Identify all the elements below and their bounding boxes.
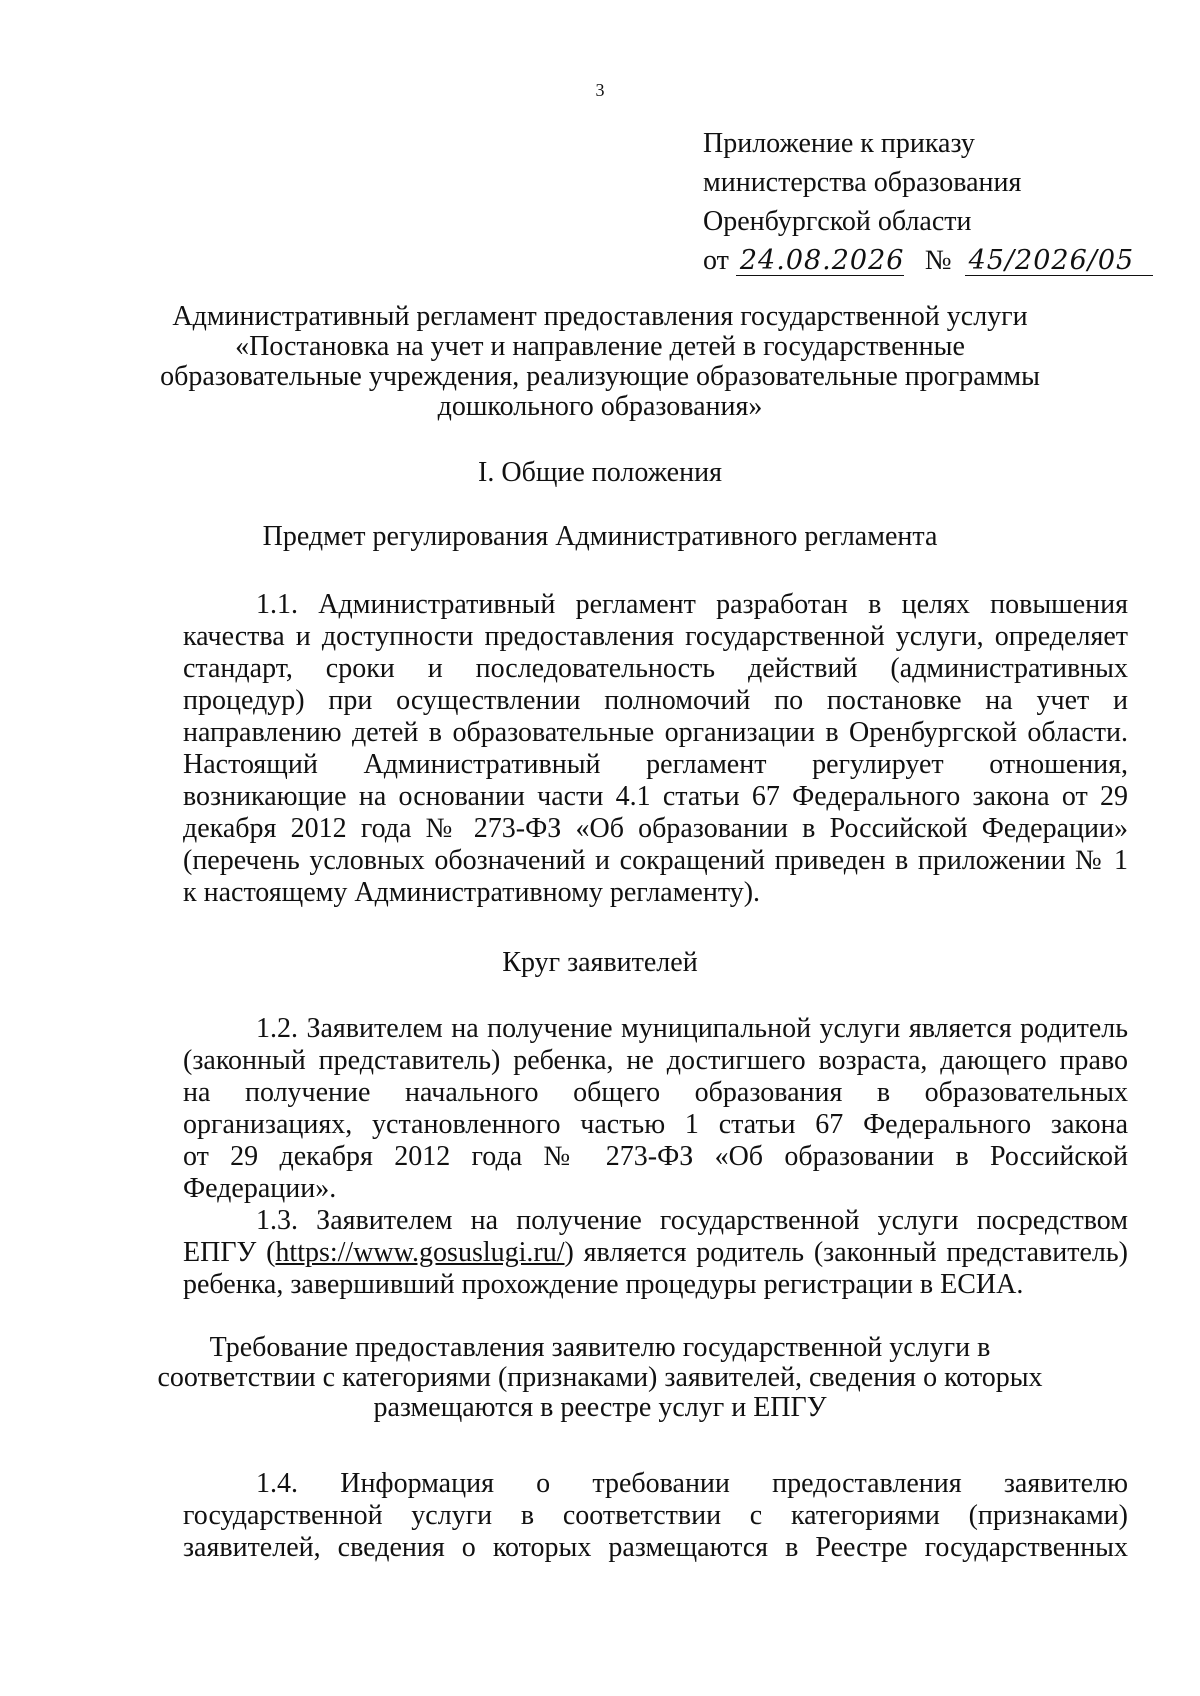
paragraph-line: от 29 декабря 2012 года № 273-ФЗ «Об образовании в Российской bbox=[183, 1141, 1128, 1172]
paragraph-line: 1.1. Административный регламент разработан в целях повышения bbox=[256, 589, 1128, 620]
paragraph-line: на получение начального общего образования в образовательных bbox=[183, 1077, 1128, 1108]
appendix-block bbox=[703, 124, 1153, 280]
title-line-4: дошкольного образования» bbox=[437, 391, 763, 422]
applicants-heading-text: Круг заявителей bbox=[502, 947, 698, 978]
from-label: от bbox=[703, 245, 729, 276]
requirement-heading-line-1: Требование предоставления заявителю государственной услуги в bbox=[209, 1332, 991, 1363]
number-label: № bbox=[924, 245, 952, 276]
paragraph-1-2 bbox=[183, 1013, 1128, 1205]
order-date-number-line bbox=[703, 241, 1153, 280]
paragraph-line: качества и доступности предоставления государственной услуги, определяет bbox=[183, 621, 1128, 652]
paragraph-1-4 bbox=[183, 1468, 1128, 1564]
section-heading bbox=[100, 458, 1100, 488]
paragraph-line bbox=[183, 1237, 1128, 1269]
paragraph-line: 1.4. Информация о требовании предоставления заявителю bbox=[256, 1468, 1128, 1499]
paragraph-line: организациях, установленного частью 1 статьи 67 Федерального закона bbox=[183, 1109, 1128, 1140]
paragraph-1-1 bbox=[183, 589, 1128, 909]
appendix-line-2: министерства образования bbox=[703, 167, 1022, 198]
title-line-2: «Постановка на учет и направление детей в государственные bbox=[235, 331, 965, 362]
section-title: I. Общие положения bbox=[478, 457, 722, 488]
requirement-heading bbox=[100, 1333, 1100, 1423]
page-number: 3 bbox=[595, 80, 605, 100]
title-line-1: Административный регламент предоставления государственной услуги bbox=[172, 301, 1028, 332]
paragraph-line: стандарт, сроки и последовательность действий (административных bbox=[183, 653, 1128, 684]
requirement-heading-line-3: размещаются в реестре услуг и ЕПГУ bbox=[373, 1392, 827, 1423]
paragraph-line: Федерации». bbox=[183, 1173, 337, 1204]
appendix-line-3: Оренбургской области bbox=[703, 206, 972, 237]
paragraph-line: (перечень условных обозначений и сокращений приведен в приложении № 1 bbox=[183, 845, 1128, 876]
handwritten-date: 24.08.2026 bbox=[736, 247, 904, 276]
paragraph-line: 1.2. Заявителем на получение муниципальной услуги является родитель bbox=[256, 1013, 1128, 1044]
paragraph-line: (законный представитель) ребенка, не достигшего возраста, дающего право bbox=[183, 1045, 1128, 1076]
gosuslugi-link[interactable]: https://www.gosuslugi.ru/ bbox=[275, 1237, 565, 1268]
document-title bbox=[100, 302, 1100, 422]
applicants-heading bbox=[100, 948, 1100, 978]
paragraph-line: процедур) при осуществлении полномочий по постановке на учет и bbox=[183, 685, 1128, 716]
requirement-heading-line-2: соответствии с категориями (признаками) заявителей, сведения о которых bbox=[157, 1362, 1043, 1393]
paragraph-line: заявителей, сведения о которых размещаются в Реестре государственных bbox=[183, 1532, 1128, 1563]
paragraph-line: направлению детей в образовательные организации в Оренбургской области. bbox=[183, 717, 1128, 748]
paragraph-line: Настоящий Административный регламент регулирует отношения, bbox=[183, 749, 1128, 780]
paragraph-line: возникающие на основании части 4.1 статьи 67 Федерального закона от 29 bbox=[183, 781, 1128, 812]
paragraph-line: 1.3. Заявителем на получение государственной услуги посредством bbox=[256, 1205, 1128, 1236]
title-line-3: образовательные учреждения, реализующие образовательные программы bbox=[160, 361, 1040, 392]
paragraph-line: декабря 2012 года № 273-ФЗ «Об образовании в Российской Федерации» bbox=[183, 813, 1128, 844]
handwritten-number: 45/2026/05 bbox=[965, 247, 1153, 276]
subject-heading bbox=[100, 522, 1100, 552]
paragraph-line: к настоящему Административному регламенту). bbox=[183, 877, 761, 908]
paragraph-line: ребенка, завершивший прохождение процедуры регистрации в ЕСИА. bbox=[183, 1269, 1024, 1300]
appendix-line-1: Приложение к приказу bbox=[703, 128, 975, 159]
paragraph-1-3 bbox=[183, 1205, 1128, 1301]
subject-heading-text: Предмет регулирования Административного регламента bbox=[262, 521, 938, 552]
epgu-prefix: ЕПГУ ( bbox=[183, 1237, 276, 1268]
epgu-suffix: ) является родитель (законный представитель) bbox=[564, 1237, 1128, 1268]
paragraph-line: государственной услуги в соответствии с категориями (признаками) bbox=[183, 1500, 1128, 1531]
